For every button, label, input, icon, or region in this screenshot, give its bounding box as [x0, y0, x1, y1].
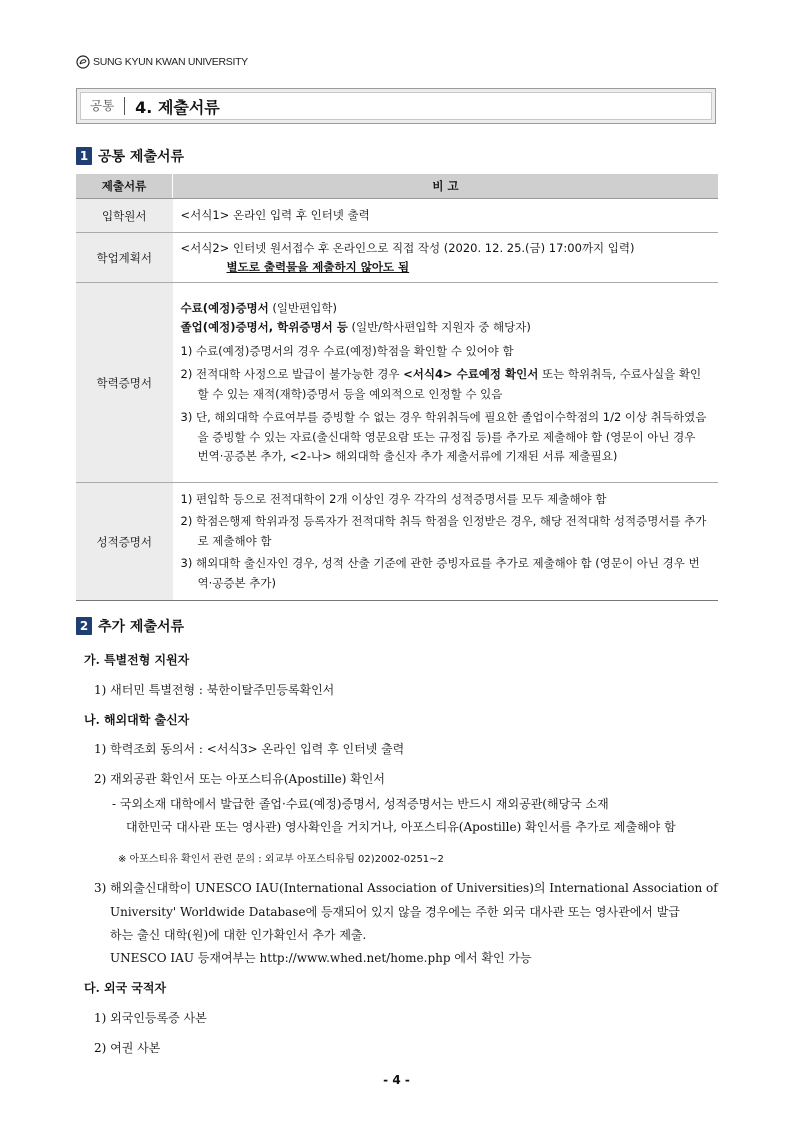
row-label: 입학원서 — [76, 199, 173, 233]
row-text: <서식2> 인터넷 원서접수 후 온라인으로 직접 작성 (2020. 12. 25.(금) 17:00까지 입력) — [180, 240, 635, 255]
section-title: 추가 제출서류 — [98, 619, 185, 635]
row-content — [173, 483, 719, 601]
section-number: 2 — [76, 617, 92, 635]
row-emphasis: 별도로 출력물을 제출하지 않아도 됨 — [226, 259, 410, 274]
list-subitem: - 국외소재 대학에서 발급한 졸업·수료(예정)증명서, 성적증명서는 반드시 재외공관(해당국 소재 — [112, 797, 609, 811]
row-label: 성적증명서 — [76, 483, 173, 601]
list-item: 2) 여권 사본 — [94, 1041, 161, 1055]
list-item: 3) 해외대학 출신자인 경우, 성적 산출 기준에 관한 증빙자료를 추가로 제출해야 함 (영문이 아닌 경우 번역·공증본 추가) — [180, 556, 700, 590]
table-header-row — [76, 174, 718, 199]
column-header: 제출서류 — [76, 174, 173, 199]
list-item: 3) 해외출신대학이 UNESCO IAU(International Association of Universities)의 International Association of — [94, 881, 718, 895]
doc-note: (일반편입학) — [268, 300, 337, 315]
subsection-title: 가. 특별전형 지원자 — [84, 653, 190, 667]
table-row — [76, 283, 718, 483]
table-row — [76, 233, 718, 283]
doc-note: (일반/학사편입학 지원자 중 해당자) — [347, 320, 531, 334]
list-item: 1) 학력조회 동의서 : <서식3> 온라인 입력 후 인터넷 출력 — [94, 742, 405, 756]
column-header: 비 고 — [173, 174, 719, 199]
university-logo — [76, 55, 248, 69]
page-number: - 4 - — [383, 1073, 410, 1087]
list-item-continuation: University' Worldwide Database에 등재되어 있지 않을 경우에는 주한 외국 대사관 또는 영사관에서 발급 — [110, 905, 680, 919]
list-subitem: 대한민국 대사관 또는 영사관) 영사확인을 거치거나, 아포스티유(Apostille) 확인서를 추가로 제출해야 함 — [126, 820, 676, 834]
subsection-title: 다. 외국 국적자 — [84, 981, 167, 995]
subsection-title: 나. 해외대학 출신자 — [84, 713, 190, 727]
list-item: 1) 편입학 등으로 전적대학이 2개 이상인 경우 각각의 성적증명서를 모두 제출해야 함 — [180, 491, 607, 506]
doc-name: 수료(예정)증명서 — [180, 300, 269, 315]
inquiry-note: ※ 아포스티유 확인서 관련 문의 : 외교부 아포스티유팀 02)2002-0251~2 — [118, 854, 444, 865]
list-item: 2) 학점은행제 학위과정 등록자가 전적대학 취득 학점을 인정받은 경우, 해당 전적대학 성적증명서를 추가로 제출해야 함 — [180, 514, 707, 548]
table-row — [76, 199, 718, 233]
list-item: 1) 수료(예정)증명서의 경우 수료(예정)학점을 확인할 수 있어야 함 — [180, 343, 514, 358]
section-title: 공통 제출서류 — [98, 149, 185, 165]
list-item: 2) 전적대학 사정으로 발급이 불가능한 경우 <서식4> 수료예정 확인서 또는 학위취득, 수료사실을 확인할 수 있는 재적(재학)증명서 등을 예외적으로 인정할 수 있음 — [180, 367, 702, 401]
university-emblem-icon — [76, 55, 90, 69]
list-item: 1) 외국인등록증 사본 — [94, 1011, 207, 1025]
list-item-continuation: 하는 출신 대학(원)에 대한 인가확인서 추가 제출. — [110, 928, 367, 942]
row-content — [173, 283, 719, 483]
table-row — [76, 483, 718, 601]
doc-name: 졸업(예정)증명서, 학위증명서 등 — [180, 320, 348, 334]
chapter-title: 4. 제출서류 — [135, 97, 220, 117]
chapter-header — [76, 88, 716, 124]
row-content — [173, 199, 719, 233]
section-number: 1 — [76, 147, 92, 165]
row-label: 학력증명서 — [76, 283, 173, 483]
row-content — [173, 233, 719, 283]
list-item: 1) 새터민 특별전형 : 북한이탈주민등록확인서 — [94, 683, 335, 697]
list-item: 2) 재외공관 확인서 또는 아포스티유(Apostille) 확인서 — [94, 772, 385, 786]
row-label: 학업계획서 — [76, 233, 173, 283]
documents-table — [76, 174, 718, 601]
logo-text: SUNG KYUN KWAN UNIVERSITY — [93, 56, 248, 68]
section-common-documents — [76, 146, 184, 166]
list-item: 3) 단, 해외대학 수료여부를 증빙할 수 없는 경우 학위취득에 필요한 졸업이수학점의 1/2 이상 취득하였음을 증빙할 수 있는 자료(출신대학 영문요람 또는 규정집 등)를 추가로 제출해야 함 (영문이 아닌 경우 번역·공증본 추가, <2-나> 해외대학 출신자 추가 제출서류에 기재된 서류 제출필요) — [180, 410, 707, 463]
section-additional-documents — [76, 616, 184, 636]
list-item-continuation: UNESCO IAU 등재여부는 http://www.whed.net/home.php 에서 확인 가능 — [110, 951, 532, 965]
row-text: <서식1> 온라인 입력 후 인터넷 출력 — [180, 208, 370, 222]
chapter-tag: 공통 — [81, 97, 125, 115]
